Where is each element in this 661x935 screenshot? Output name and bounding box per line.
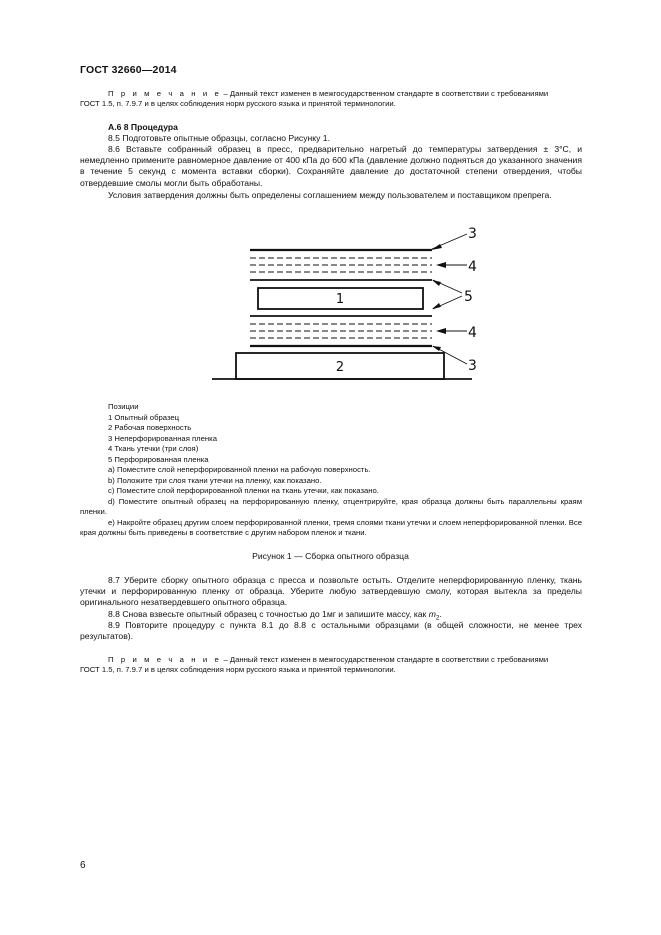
figure-caption: Рисунок 1 — Сборка опытного образца [252, 551, 409, 561]
step-d: d) Поместите опытный образец на перфорированную пленку, отцентрируйте, края образца должны быть параллельны краям пленки. [80, 497, 582, 517]
working-surface-label: 2 [335, 360, 345, 375]
legend-item-4: 4 Ткань утечки (три слоя) [108, 444, 199, 453]
legend-item-2: 2 Рабочая поверхность [108, 423, 192, 432]
specimen-label: 1 [335, 292, 345, 307]
callout-5: 5 [464, 289, 473, 305]
note-top-label: П р и м е ч а н и е [108, 89, 222, 98]
document-code: ГОСТ 32660—2014 [80, 64, 177, 76]
paragraph-8-6: 8.6 Вставьте собранный образец в пресс, предварительно нагретый до температуры затвердения ± 3°С, и немедленно примените равномерное давление от 400 кПа до 600 кПа (давление должно подняться до указанного значения в течение 5 секунд с момента вставки сборки). Сохраняйте давление до достаточной степени отвердения, чтобы отвердевшие смолы могли быть обработаны. [80, 144, 582, 188]
callout-4-top: 4 [468, 259, 477, 275]
callout-3-bottom: 3 [468, 358, 477, 374]
step-b: b) Положите три слоя ткани утечки на пленку, как показано. [108, 476, 322, 485]
bleeder-cloth-top [250, 258, 432, 272]
assembly-diagram [0, 0, 661, 400]
note-bottom-text-2: ГОСТ 1.5, п. 7.9.7 и в целях соблюдения норм русского языка и принятой терминологии. [80, 665, 396, 675]
paragraph-8-8-text: 8.8 Снова взвесьте опытный образец с точностью до 1мг и запишите массу, как [108, 609, 429, 619]
note-bottom-text-1: – Данный текст изменен в межгосударственном стандарте в соответствии с требованиями [221, 655, 549, 664]
paragraph-conditions: Условия затвердения должны быть определены соглашением между пользователем и поставщиком препрега. [108, 190, 552, 200]
note-bottom-label: П р и м е ч а н и е [108, 655, 222, 664]
mass-subscript: 2 [435, 614, 440, 622]
leader-arrowheads [431, 244, 446, 351]
callout-4-bottom: 4 [468, 325, 477, 341]
paragraph-8-9: 8.9 Повторите процедуру с пункта 8.1 до 8.8 с остальными образцами (в общей сложности, не менее трех результатов). [80, 620, 582, 642]
step-a: а) Поместите слой неперфорированной пленки на рабочую поверхность. [108, 465, 371, 474]
bleeder-cloth-bottom [250, 324, 432, 338]
legend-item-5: 5 Перфорированная пленка [108, 455, 209, 464]
note-bottom [80, 655, 582, 675]
page-number: 6 [80, 860, 86, 871]
paragraph-8-7: 8.7 Уберите сборку опытного образца с пресса и позвольте остыть. Отделите неперфорированную пленку, ткань утечки и перфорированную пленку от образца. Уберите любую затвердевшую смолу, которая вытекла за пределы оригинального незатвердевшего опытного образца. [80, 575, 582, 608]
callout-3-top: 3 [468, 226, 477, 242]
paragraph-8-8-end: . [439, 609, 442, 619]
legend-item-3: 3 Неперфорированная пленка [108, 434, 217, 443]
step-c: c) Поместите слой перфорированной пленки на ткань утечки, как показано. [108, 486, 379, 495]
note-top-text-1: – Данный текст изменен в межгосударственном стандарте в соответствии с требованиями [221, 89, 549, 98]
note-top-text-2: ГОСТ 1.5, п. 7.9.7 и в целях соблюдения норм русского языка и принятой терминологии. [80, 99, 396, 109]
mass-variable: m [428, 609, 436, 619]
paragraph-8-5: 8.5 Подготовьте опытные образцы, согласно Рисунку 1. [108, 133, 330, 143]
leader-lines [432, 234, 467, 364]
legend-title: Позиции [108, 402, 139, 411]
legend-item-1: 1 Опытный образец [108, 413, 180, 422]
section-heading: А.6 8 Процедура [108, 122, 178, 132]
step-e: e) Накройте образец другим слоем перфорированной пленки, тремя слоями ткани утечки и слоем неперфорированной пленки. Все края должны быть приведены в соответствие с другим набором пленок и ткани. [80, 518, 582, 538]
